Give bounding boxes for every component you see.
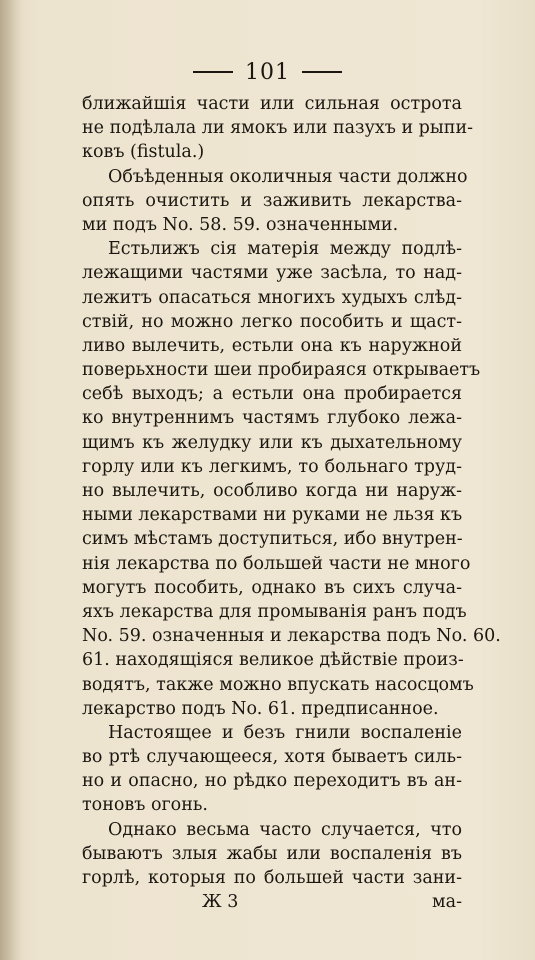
text-line: поверьхности шеи пробираяся открываетъ	[82, 360, 481, 381]
spine-shadow	[0, 0, 22, 960]
text-line: горлу или къ легкимъ, то больнаго труд-	[82, 456, 462, 477]
text-line: ливо вылечить, естьли она къ наружной	[82, 335, 462, 356]
text-line: бываютъ злыя жабы или воспаленія въ	[82, 843, 462, 864]
signature-mark: Ж 3	[202, 892, 239, 913]
text-line: лекарство подъ No. 61. предписанное.	[82, 698, 439, 719]
text-line: во ртѣ случающееся, хотя бываетъ силь-	[82, 747, 462, 768]
catchword: ма-	[432, 892, 462, 913]
text-line: Естьлижъ сія матерія между подлѣ-	[108, 239, 462, 260]
text-line: ными лекарствами ни руками не льзя къ	[82, 505, 463, 526]
text-line: ми подъ No. 58. 59. означенными.	[82, 214, 399, 235]
text-line: не подѣлала ли ямокъ или пазухъ и рыпи-	[82, 118, 474, 139]
text-line: Объѣденныя околичныя части должно	[108, 166, 468, 187]
text-line: нія лекарства по большей части не много	[82, 553, 471, 574]
text-line: ко внутреннимъ частямъ глубоко лежа-	[82, 408, 462, 429]
text-line: щимъ къ желудку или къ дыхательному	[82, 432, 462, 453]
text-line: Однако весьма часто случается, что	[108, 819, 462, 840]
page-number: 101	[245, 59, 290, 85]
body-text	[82, 92, 501, 914]
text-line: могутъ пособить, однако въ сихъ случа-	[82, 577, 462, 598]
text-line: ковъ (fistula.)	[82, 142, 205, 163]
text-line: но вылечить, особливо когда ни наруж-	[82, 481, 462, 501]
text-line: себѣ выходъ; а естьли она пробирается	[82, 384, 462, 405]
text-line: симъ мѣстамъ доступиться, ибо внутрен-	[82, 529, 463, 550]
text-line: ствій, но можно легко пособить и щаст-	[82, 311, 462, 332]
header-rule-left	[193, 71, 233, 73]
text-line: ближайшія части или сильная острота	[82, 94, 462, 114]
text-line: горлѣ, которыя по большей части зани-	[82, 868, 462, 888]
text-line: яхъ лекарства для промыванія ранъ подъ	[82, 601, 467, 622]
header-rule-right	[302, 71, 342, 73]
text-line: опять очистить и заживить лекарства-	[82, 190, 462, 211]
text-line: лежащими частями уже засѣла, то над-	[82, 263, 462, 284]
text-line: 61. находящіяся великое дѣйствіе произ-	[82, 650, 464, 671]
text-line: Настоящее и безъ гнили воспаленіе	[108, 722, 462, 743]
text-line: тоновъ огонь.	[82, 795, 208, 816]
page-footer	[82, 890, 462, 914]
page-header	[0, 58, 535, 86]
text-line: лежитъ опасаться многихъ худыхъ слѣд-	[82, 287, 462, 308]
text-line: но и опасно, но рѣдко переходитъ въ ан-	[82, 771, 462, 792]
text-line: No. 59. означенныя и лекарства подъ No. 60.	[82, 626, 501, 647]
text-line: водятъ, также можно впускать насосцомъ	[82, 674, 474, 695]
